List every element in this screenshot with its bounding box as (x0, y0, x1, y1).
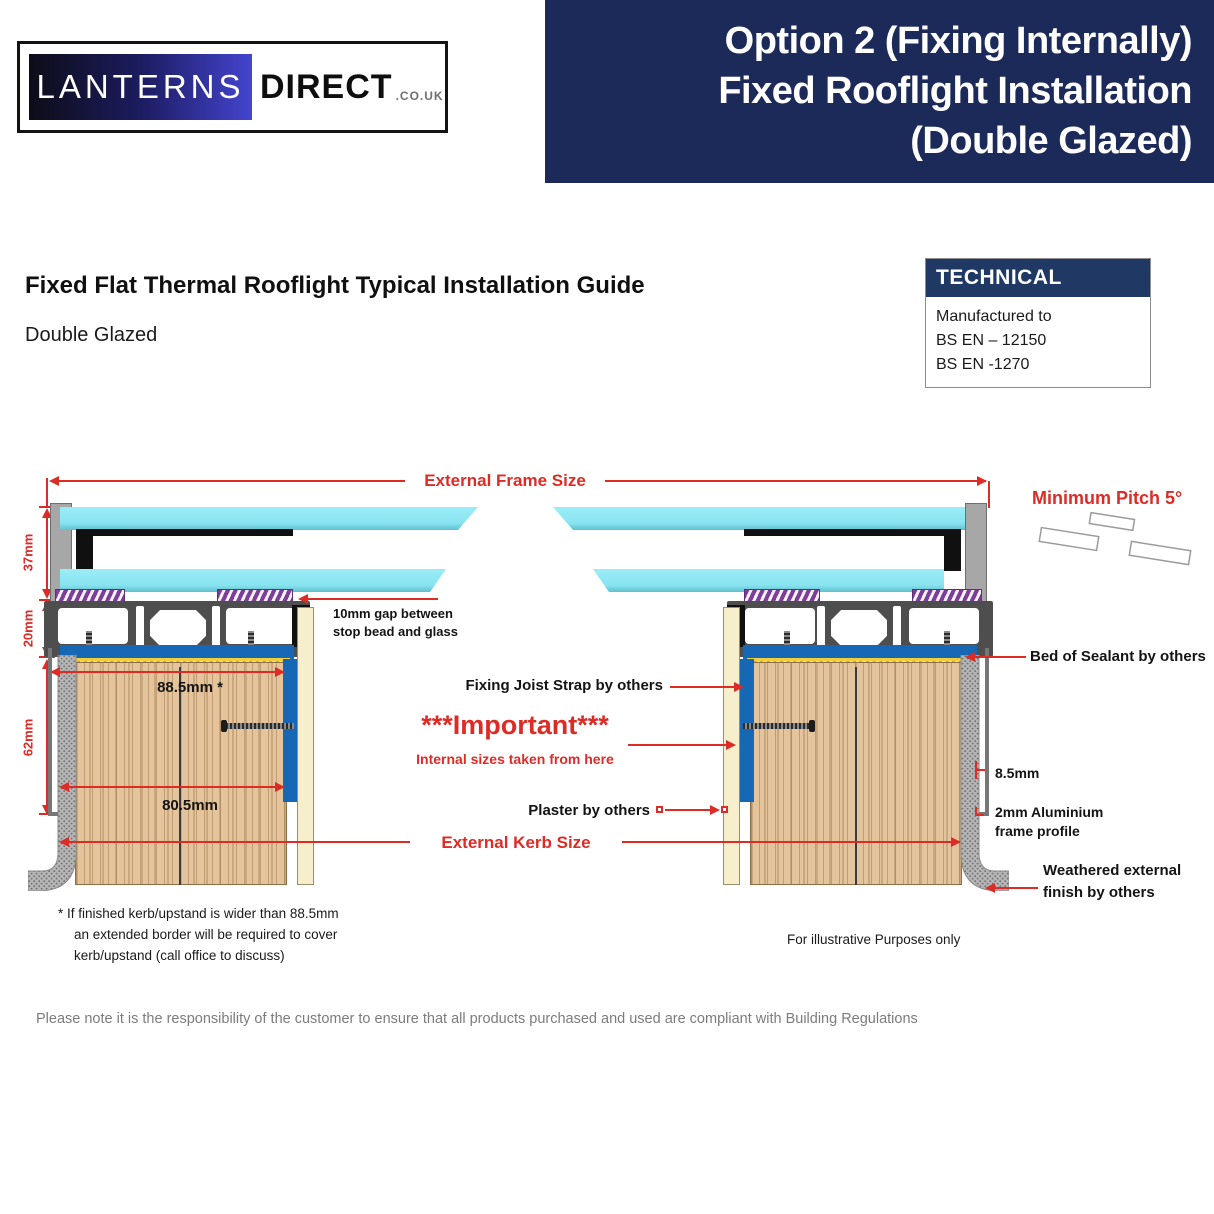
plaster-arrow-head (710, 805, 720, 815)
fixing-joist-arrow-line (670, 686, 738, 688)
logo-suffix-text: .CO.UK (395, 89, 444, 103)
logo-lanterns-text: LANTERNS (36, 68, 245, 105)
dim-805-arrow-right (275, 782, 285, 792)
plaster-marker-square (656, 806, 663, 813)
frame-size-ext-line-left (46, 478, 48, 508)
frame-drop-leg-foot-left (48, 812, 58, 816)
kerb-centre-line-right (855, 667, 857, 885)
gap-arrow-head (298, 594, 308, 604)
frame-chamber (58, 608, 128, 644)
gap-arrow-line (304, 598, 438, 600)
frame-drop-leg-right (985, 648, 989, 816)
external-frame-size-label: External Frame Size (424, 471, 586, 490)
frame-size-line-left (52, 480, 405, 482)
alu-profile-line-2: frame profile (995, 823, 1080, 839)
page-title: Fixed Flat Thermal Rooflight Typical Installation Guide (25, 272, 645, 299)
dim-805-line (64, 786, 283, 788)
kerb-centre-line-left (179, 667, 181, 885)
dim-85-bracket-tick (975, 769, 985, 771)
frame-chamber (226, 608, 296, 644)
pitch-icon (1038, 512, 1194, 578)
footnote-line-1: * If finished kerb/upstand is wider than 88.5mm (58, 906, 339, 921)
fixing-joist-arrow-head (734, 682, 744, 692)
technical-line-1: Manufactured to (936, 308, 1052, 325)
weathered-arrow-line (992, 887, 1038, 889)
plaster-marker-square (721, 806, 728, 813)
alu-pointer-h (975, 814, 984, 816)
weathered-line-1: Weathered external (1043, 862, 1182, 879)
liner-horizontal-left (60, 645, 294, 659)
thermal-break-core (150, 610, 206, 646)
thermal-break-bar (212, 606, 220, 650)
banner-line-3: (Double Glazed) (910, 120, 1192, 162)
liner-horizontal-right (743, 645, 977, 659)
banner-line-1: Option 2 (Fixing Internally) (724, 20, 1192, 62)
technical-line-2: BS EN – 12150 (936, 332, 1047, 349)
strap-screw-head-left (221, 720, 227, 732)
dim-20-label: 20mm (20, 609, 36, 648)
important-arrow-head (726, 740, 736, 750)
strap-screw-left (226, 723, 294, 729)
gap-note (333, 605, 458, 641)
edge-seal-left (93, 529, 293, 536)
important-arrow-line (628, 744, 730, 746)
dim-37-line (46, 511, 48, 596)
thermal-break-core (831, 610, 887, 646)
joist-strap-left (283, 659, 297, 802)
edge-seal-right (744, 529, 944, 536)
footnote-line-3: kerb/upstand (call office to discuss) (74, 948, 285, 963)
frame-size-ext-line-right (988, 481, 990, 508)
dim-62-label: 62mm (20, 718, 36, 757)
logo-blue-panel (29, 54, 252, 120)
dim-885-arrow-right (275, 667, 285, 677)
plasterboard-left (297, 607, 314, 885)
important-label: ***Important*** (421, 710, 609, 740)
sealant-arrow-head (965, 652, 975, 662)
logo-direct-text: DIRECT (260, 67, 393, 106)
technical-heading: TECHNICAL (926, 259, 1150, 297)
glass-pane-upper-left (60, 507, 478, 530)
thermal-break-bar (893, 606, 901, 650)
weathered-arrow-head (985, 883, 995, 893)
dim-805-label: 80.5mm (162, 797, 218, 814)
joist-strap-right (740, 659, 754, 802)
thermal-break-bar (817, 606, 825, 650)
weathered-label (1043, 860, 1181, 904)
frame-upstand-right (965, 503, 987, 602)
lanterns-direct-logo (17, 41, 448, 133)
gap-note-line-1: 10mm gap between (333, 606, 453, 621)
frame-size-arrow-right (977, 476, 987, 486)
technical-line-3: BS EN -1270 (936, 356, 1030, 373)
bed-of-sealant-label: Bed of Sealant by others (1030, 648, 1206, 665)
glass-spacer-left (76, 529, 93, 571)
technical-box (925, 258, 1151, 388)
strap-screw-head-right (809, 720, 815, 732)
illustrative-note: For illustrative Purposes only (787, 932, 961, 947)
fixing-joist-label: Fixing Joist Strap by others (465, 677, 663, 694)
external-kerb-size-label: External Kerb Size (410, 831, 622, 855)
sealant-arrow-line (972, 656, 1026, 658)
page-subtitle: Double Glazed (25, 324, 158, 346)
weathered-line-2: finish by others (1043, 884, 1155, 901)
plaster-label: Plaster by others (528, 802, 650, 819)
alu-profile-label (995, 803, 1103, 841)
kerb-size-arrow-left (59, 837, 69, 847)
dim-37-label: 37mm (20, 533, 36, 572)
frame-size-arrow-left (49, 476, 59, 486)
glass-spacer-right (944, 529, 961, 571)
gap-note-line-2: stop bead and glass (333, 624, 458, 639)
frame-size-line-right (605, 480, 986, 482)
minimum-pitch-label: Minimum Pitch 5° (1032, 488, 1183, 508)
banner-line-2: Fixed Rooflight Installation (718, 70, 1192, 112)
frame-chamber (745, 608, 815, 644)
alu-profile-line-1: 2mm Aluminium (995, 804, 1104, 820)
strap-screw-right (743, 723, 811, 729)
dim-885-line (55, 671, 283, 673)
dim-805-arrow-left (59, 782, 69, 792)
weathered-finish-left (28, 655, 78, 891)
compliance-note: Please note it is the responsibility of the customer to ensure that all products purchased and used are compliant with Building Regulations (36, 1011, 918, 1027)
kerb-size-arrow-right (951, 837, 961, 847)
option-banner (545, 0, 1214, 183)
kerb-footnote (58, 903, 339, 966)
dim-885-label: 88.5mm * (157, 679, 223, 696)
thermal-break-bar (136, 606, 144, 650)
dim-885-arrow-left (50, 667, 60, 677)
plaster-arrow-line (665, 809, 715, 811)
dim-85-label: 8.5mm (995, 765, 1040, 781)
internal-sizes-label: Internal sizes taken from here (416, 751, 614, 767)
footnote-line-2: an extended border will be required to cover (74, 927, 338, 942)
glass-pane-upper-right (553, 507, 965, 530)
